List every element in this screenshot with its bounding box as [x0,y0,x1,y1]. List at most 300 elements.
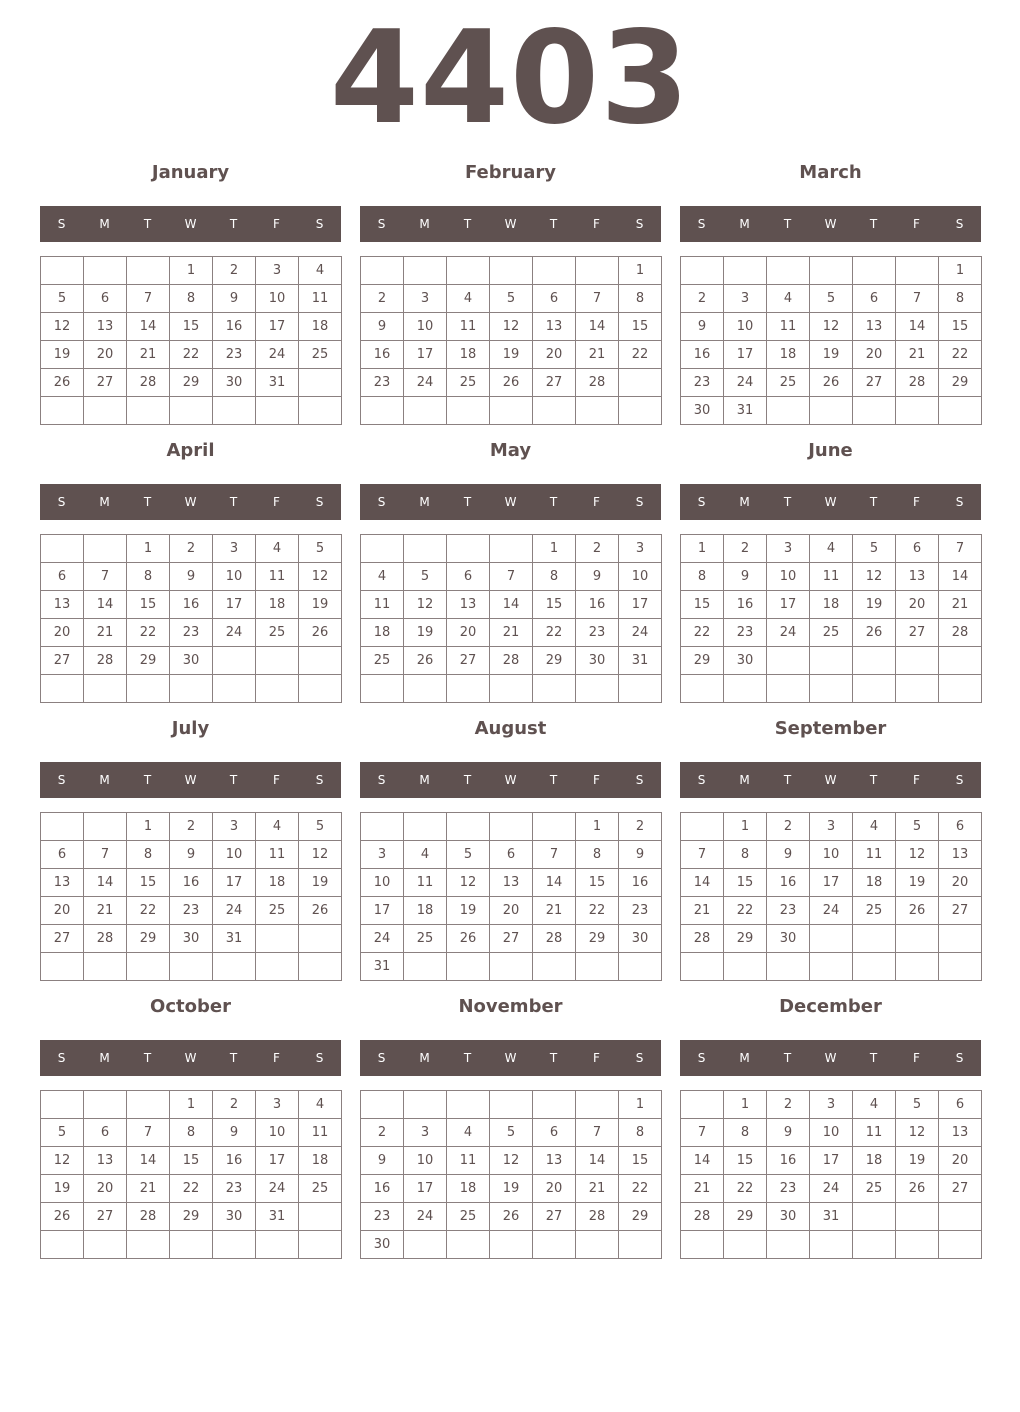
day-cell: 17 [619,591,662,619]
day-cell: 19 [896,1147,939,1175]
day-cell: 4 [299,1091,342,1119]
day-cell: 23 [681,369,724,397]
day-cell [619,1231,662,1259]
day-cell: 4 [447,1119,490,1147]
weekday-label: T [143,217,152,231]
day-cell: 27 [939,1175,982,1203]
day-cell: 26 [810,369,853,397]
day-cell [939,1203,982,1231]
day-cell: 12 [896,1119,939,1147]
weekday-label: T [549,495,558,509]
day-cell: 8 [939,285,982,313]
day-cell [127,1231,170,1259]
day-cell [619,675,662,703]
day-cell: 17 [404,1175,447,1203]
day-cell: 19 [490,1175,533,1203]
day-cell: 26 [447,925,490,953]
day-cell: 27 [896,619,939,647]
weekday-label: T [143,773,152,787]
week-row [41,1175,342,1203]
day-cell: 28 [84,925,127,953]
week-row [41,647,342,675]
day-cell: 27 [939,897,982,925]
day-cell: 16 [619,869,662,897]
day-cell [361,535,404,563]
day-cell: 21 [576,341,619,369]
week-row [41,563,342,591]
day-cell: 13 [853,313,896,341]
day-cell: 11 [853,841,896,869]
weekday-label: M [419,217,430,231]
day-cell [84,535,127,563]
day-cell: 1 [170,1091,213,1119]
day-cell: 7 [681,841,724,869]
day-cell: 9 [767,1119,810,1147]
day-cell: 12 [490,313,533,341]
day-cell: 12 [896,841,939,869]
week-row [361,1147,662,1175]
day-cell [853,397,896,425]
weekday-label: T [463,773,472,787]
day-grid [680,812,982,981]
day-cell: 16 [724,591,767,619]
day-cell: 24 [404,369,447,397]
month-name: November [458,996,563,1017]
day-cell: 5 [490,1119,533,1147]
day-cell: 25 [361,647,404,675]
month-january [40,158,341,428]
day-cell: 19 [299,591,342,619]
day-cell: 19 [447,897,490,925]
week-row [681,619,982,647]
day-cell: 26 [490,369,533,397]
week-row [41,619,342,647]
day-cell [41,813,84,841]
day-cell [256,1231,299,1259]
weekday-header [40,206,341,242]
weekday-label: T [229,1051,238,1065]
day-cell [84,675,127,703]
day-cell: 15 [619,313,662,341]
day-cell: 5 [896,1091,939,1119]
day-cell [256,953,299,981]
day-cell: 18 [361,619,404,647]
day-cell: 10 [767,563,810,591]
day-cell [299,675,342,703]
day-cell: 9 [170,563,213,591]
day-cell [810,397,853,425]
day-cell: 30 [767,925,810,953]
day-cell: 13 [939,841,982,869]
week-row [681,953,982,981]
day-cell: 12 [490,1147,533,1175]
day-cell: 1 [724,813,767,841]
day-cell: 15 [170,1147,213,1175]
weekday-label: S [635,217,644,231]
day-cell: 22 [724,897,767,925]
day-cell: 19 [41,1175,84,1203]
day-cell: 26 [41,369,84,397]
day-cell: 9 [361,1147,404,1175]
day-cell [724,675,767,703]
day-cell [127,397,170,425]
day-cell: 9 [213,1119,256,1147]
day-cell [896,953,939,981]
day-cell: 22 [724,1175,767,1203]
month-october [40,992,341,1262]
day-cell: 31 [213,925,256,953]
weekday-label: S [377,495,386,509]
day-cell: 28 [127,1203,170,1231]
day-cell: 12 [853,563,896,591]
weekday-label: S [697,773,706,787]
week-row [361,341,662,369]
day-cell: 6 [896,535,939,563]
day-cell: 1 [681,535,724,563]
week-row [361,369,662,397]
day-cell [853,647,896,675]
day-cell: 14 [84,869,127,897]
week-row [361,925,662,953]
day-cell: 24 [619,619,662,647]
day-cell: 12 [299,841,342,869]
day-cell: 15 [127,591,170,619]
week-row [681,841,982,869]
day-cell: 9 [681,313,724,341]
day-cell: 10 [213,841,256,869]
day-cell: 14 [127,1147,170,1175]
day-cell: 18 [447,1175,490,1203]
day-cell: 8 [619,1119,662,1147]
day-cell: 15 [127,869,170,897]
day-cell: 1 [724,1091,767,1119]
weekday-label: M [739,773,750,787]
day-cell [490,397,533,425]
day-cell: 18 [299,313,342,341]
weekday-label: F [913,1051,920,1065]
day-cell: 14 [939,563,982,591]
day-cell: 4 [447,285,490,313]
day-cell: 29 [724,925,767,953]
day-cell: 29 [724,1203,767,1231]
day-cell [299,369,342,397]
day-cell: 28 [939,619,982,647]
day-cell: 7 [127,285,170,313]
day-cell: 20 [41,897,84,925]
day-cell: 21 [127,341,170,369]
day-cell: 30 [576,647,619,675]
day-cell [896,1203,939,1231]
day-cell [84,1091,127,1119]
day-cell: 11 [404,869,447,897]
week-row [681,647,982,675]
day-cell: 6 [41,841,84,869]
day-cell: 18 [767,341,810,369]
day-cell: 4 [767,285,810,313]
day-cell: 4 [299,257,342,285]
day-cell [404,813,447,841]
day-cell: 2 [619,813,662,841]
weekday-label: T [869,217,878,231]
day-cell [41,257,84,285]
day-cell: 12 [404,591,447,619]
month-may [360,436,661,706]
day-cell: 19 [810,341,853,369]
day-cell: 20 [896,591,939,619]
day-cell: 17 [256,1147,299,1175]
weekday-label: W [504,773,517,787]
day-cell [810,1231,853,1259]
day-cell: 27 [84,369,127,397]
day-cell [127,675,170,703]
day-cell: 18 [853,1147,896,1175]
day-cell: 4 [256,535,299,563]
day-cell: 28 [576,369,619,397]
day-cell: 3 [256,1091,299,1119]
day-cell [213,675,256,703]
day-cell: 23 [619,897,662,925]
weekday-header [360,762,661,798]
day-cell [84,1231,127,1259]
day-cell: 4 [361,563,404,591]
day-cell: 31 [619,647,662,675]
day-cell [256,675,299,703]
weekday-label: F [593,1051,600,1065]
day-cell: 10 [404,1147,447,1175]
day-cell: 3 [724,285,767,313]
day-cell: 20 [939,869,982,897]
weekday-label: W [184,1051,197,1065]
day-cell: 3 [361,841,404,869]
day-cell: 6 [41,563,84,591]
week-row [681,869,982,897]
week-row [361,675,662,703]
day-cell: 5 [404,563,447,591]
week-row [681,313,982,341]
day-cell: 1 [170,257,213,285]
week-row [41,869,342,897]
month-november [360,992,661,1262]
weekday-label: S [377,773,386,787]
day-cell: 13 [939,1119,982,1147]
day-cell: 13 [447,591,490,619]
weekday-header [40,484,341,520]
day-cell: 14 [896,313,939,341]
day-cell: 22 [939,341,982,369]
day-cell [490,1091,533,1119]
day-cell [853,257,896,285]
week-row [361,1119,662,1147]
month-june [680,436,981,706]
day-cell: 20 [447,619,490,647]
day-cell: 20 [533,1175,576,1203]
weekday-label: T [229,495,238,509]
week-row [41,1231,342,1259]
weekday-label: F [273,1051,280,1065]
day-grid [680,256,982,425]
day-cell: 27 [853,369,896,397]
day-cell: 29 [533,647,576,675]
month-name: September [774,718,887,739]
day-cell: 22 [681,619,724,647]
day-cell [127,257,170,285]
day-cell [810,647,853,675]
day-cell: 12 [41,1147,84,1175]
weekday-label: T [549,773,558,787]
day-cell: 14 [576,313,619,341]
weekday-header [360,484,661,520]
day-cell: 18 [404,897,447,925]
day-cell: 16 [361,1175,404,1203]
day-cell: 6 [939,813,982,841]
day-cell: 3 [767,535,810,563]
day-cell [84,813,127,841]
weekday-header [680,762,981,798]
day-cell: 8 [724,841,767,869]
day-cell: 7 [681,1119,724,1147]
day-cell: 25 [810,619,853,647]
day-cell: 28 [576,1203,619,1231]
week-row [681,397,982,425]
day-cell [681,1231,724,1259]
week-row [41,1091,342,1119]
day-cell [447,535,490,563]
weekday-label: M [99,217,110,231]
day-cell: 20 [41,619,84,647]
day-cell [299,1231,342,1259]
day-cell: 8 [576,841,619,869]
day-cell: 28 [681,925,724,953]
day-cell: 29 [170,369,213,397]
weekday-label: F [913,495,920,509]
day-cell: 31 [810,1203,853,1231]
weekday-header [360,1040,661,1076]
month-name: August [474,718,547,739]
day-cell: 20 [939,1147,982,1175]
day-cell: 16 [767,869,810,897]
day-cell [447,397,490,425]
day-cell: 15 [170,313,213,341]
day-cell [404,953,447,981]
week-row [361,257,662,285]
day-cell: 23 [767,1175,810,1203]
day-cell: 7 [939,535,982,563]
day-cell [490,257,533,285]
weekday-label: S [635,495,644,509]
day-cell: 13 [533,313,576,341]
week-row [681,925,982,953]
day-cell: 5 [447,841,490,869]
day-cell: 14 [576,1147,619,1175]
day-cell: 7 [896,285,939,313]
day-cell: 7 [576,285,619,313]
day-cell: 23 [213,1175,256,1203]
day-cell: 16 [576,591,619,619]
day-cell: 27 [490,925,533,953]
weekday-label: T [869,773,878,787]
day-cell: 2 [361,285,404,313]
day-cell: 22 [170,341,213,369]
weekday-label: T [549,1051,558,1065]
day-cell: 28 [490,647,533,675]
month-name: July [171,718,210,739]
day-cell [447,953,490,981]
week-row [41,591,342,619]
month-name: March [799,162,862,183]
week-row [41,397,342,425]
day-cell: 24 [256,341,299,369]
week-row [41,341,342,369]
weekday-label: T [229,217,238,231]
weekday-label: M [419,1051,430,1065]
weekday-label: W [184,495,197,509]
week-row [361,397,662,425]
day-cell [896,257,939,285]
day-cell: 14 [681,1147,724,1175]
day-cell: 18 [299,1147,342,1175]
day-cell: 14 [127,313,170,341]
weekday-label: S [315,217,324,231]
day-cell [724,953,767,981]
day-cell: 16 [170,869,213,897]
week-row [361,1231,662,1259]
day-cell: 1 [619,1091,662,1119]
weekday-label: M [99,495,110,509]
day-cell: 19 [299,869,342,897]
week-row [41,257,342,285]
weekday-label: T [783,217,792,231]
day-cell [576,675,619,703]
day-cell: 24 [404,1203,447,1231]
week-row [681,897,982,925]
day-cell: 17 [810,1147,853,1175]
day-cell [533,1091,576,1119]
weekday-label: W [824,495,837,509]
day-cell: 11 [853,1119,896,1147]
week-row [361,647,662,675]
day-cell: 19 [404,619,447,647]
day-cell: 17 [213,591,256,619]
day-cell [213,647,256,675]
day-cell: 25 [447,1203,490,1231]
day-cell [576,397,619,425]
day-cell [299,953,342,981]
day-cell [361,397,404,425]
day-cell: 30 [213,369,256,397]
week-row [361,1203,662,1231]
day-cell: 15 [533,591,576,619]
day-cell [361,813,404,841]
weekday-label: W [184,773,197,787]
day-cell [213,953,256,981]
day-cell: 30 [681,397,724,425]
day-cell [939,953,982,981]
day-cell [533,953,576,981]
weekday-label: M [99,773,110,787]
day-cell: 19 [896,869,939,897]
day-cell [490,675,533,703]
day-cell [576,1231,619,1259]
day-cell: 27 [533,369,576,397]
day-cell: 7 [533,841,576,869]
day-cell [447,675,490,703]
week-row [41,313,342,341]
day-cell [681,953,724,981]
day-cell: 3 [810,813,853,841]
weekday-label: T [463,1051,472,1065]
week-row [361,869,662,897]
day-cell: 28 [84,647,127,675]
